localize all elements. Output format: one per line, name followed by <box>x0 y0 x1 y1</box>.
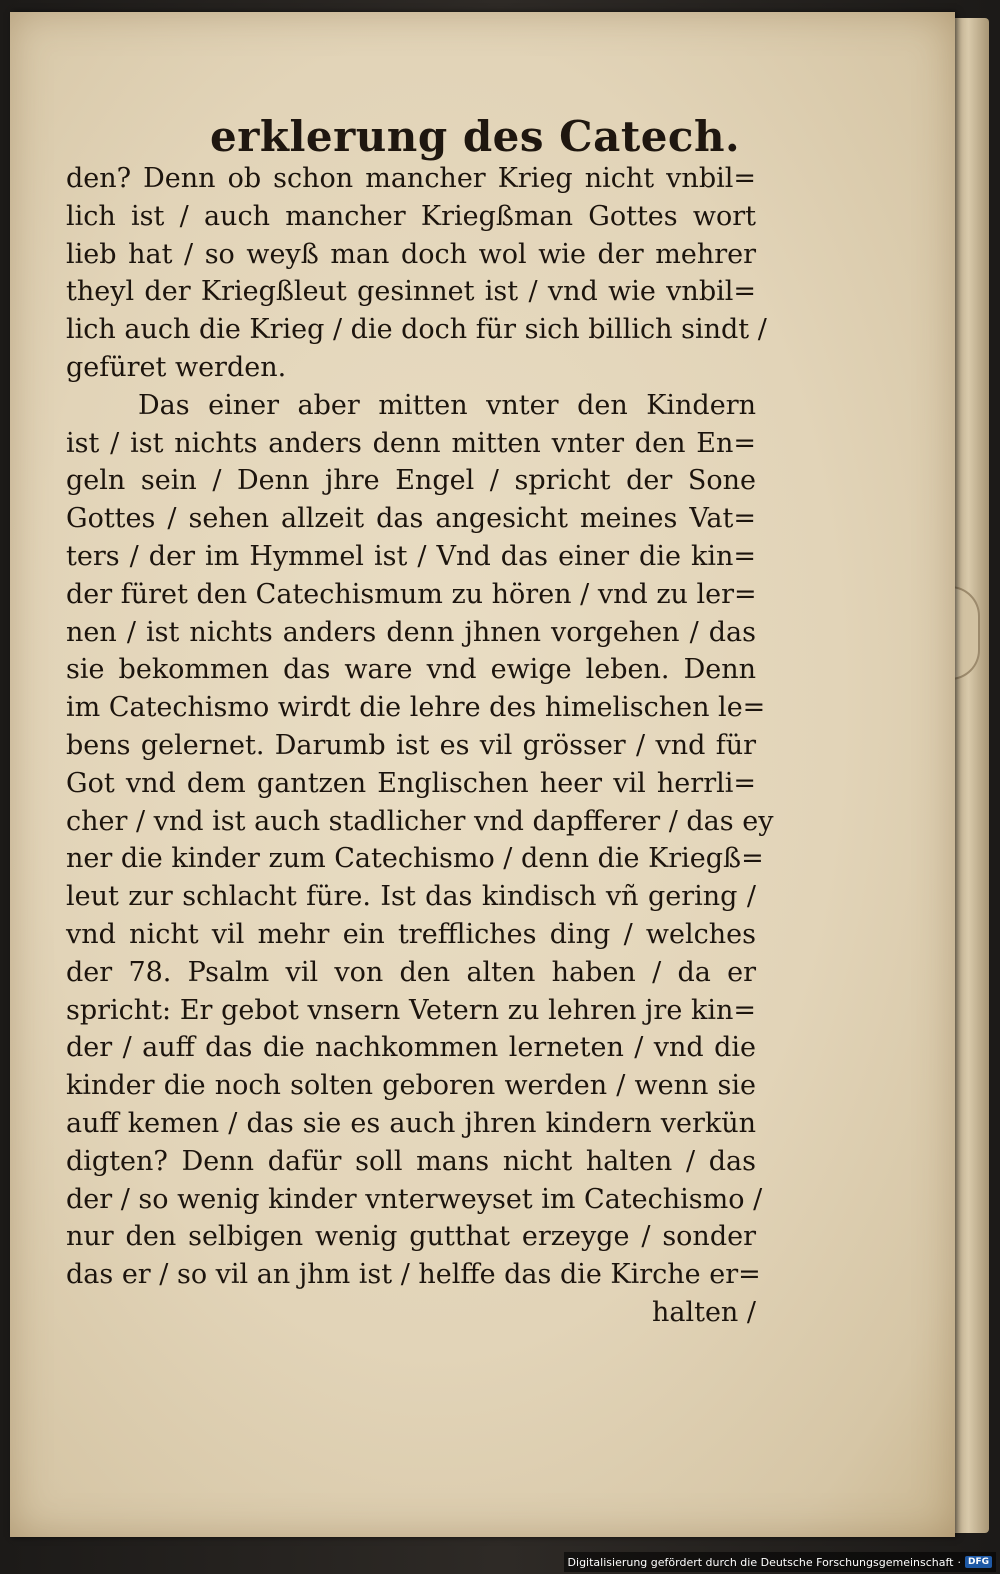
text-line: Got vnd dem gantzen Englischen heer vil herrli= <box>66 767 756 799</box>
text-line: lich ist / auch mancher Kriegßman Gottes wort <box>66 200 756 232</box>
text-line: den? Denn ob schon mancher Krieg nicht vnbil= <box>66 163 756 194</box>
text-line: cher / vnd ist auch stadlicher vnd dapfferer / das ey <box>66 805 774 837</box>
text-line: spricht: Er gebot vnsern Vetern zu lehren jre kin= <box>66 994 756 1026</box>
text-line: der 78. Psalm vil von den alten haben / da er <box>66 956 756 988</box>
text-line: im Catechismo wirdt die lehre des himelischen le= <box>66 692 766 724</box>
footer-credit: Digitalisierung gefördert durch die Deutsche Forschungsgemeinschaft · DFG <box>564 1552 996 1572</box>
text-line: vnd nicht vil mehr ein treffliches ding / welches <box>66 918 756 950</box>
text-line: leut zur schlacht füre. Ist das kindisch vñ gering / <box>66 881 756 913</box>
running-head: erklerung des Catech. <box>210 112 741 161</box>
text-line: nur den selbigen wenig gutthat erzeyge / sonder <box>66 1221 756 1253</box>
text-line: theyl der Kriegßleut gesinnet ist / vnd wie vnbil= <box>66 276 756 308</box>
page-body <box>66 160 774 1332</box>
text-line: ters / der im Hymmel ist / Vnd das einer die kin= <box>66 540 756 572</box>
text-line: ist / ist nichts anders denn mitten vnter den En= <box>66 427 756 459</box>
text-line: auff kemen / das sie es auch jhren kindern verkün <box>66 1107 756 1139</box>
text-line: gefüret werden. <box>66 351 287 383</box>
text-line: das er / so vil an jhm ist / helffe das die Kirche er= <box>66 1259 761 1291</box>
text-line: bens gelernet. Darumb ist es vil grösser / vnd für <box>66 729 756 761</box>
dfg-logo: DFG <box>965 1556 992 1568</box>
text-line: der / so wenig kinder vnterweyset im Catechismo / <box>66 1183 763 1215</box>
text-line: geln sein / Denn jhre Engel / spricht der Sone <box>66 465 756 497</box>
text-line: digten? Denn dafür soll mans nicht halten / das <box>66 1145 756 1177</box>
text-line: ner die kinder zum Catechismo / denn die Kriegß= <box>66 843 764 875</box>
text-line: kinder die noch solten geboren werden / wenn sie <box>66 1070 756 1102</box>
text-line: Gottes / sehen allzeit das angesicht meines Vat= <box>66 503 756 535</box>
text-line: Das einer aber mitten vnter den Kindern <box>138 389 756 421</box>
text-line: sie bekommen das ware vnd ewige leben. Denn <box>66 654 756 686</box>
text-line: lich auch die Krieg / die doch für sich billich sindt / <box>66 314 767 346</box>
text-line: nen / ist nichts anders denn jhnen vorgehen / das <box>66 616 756 648</box>
text-line: lieb hat / so weyß man doch wol wie der mehrer <box>66 238 756 270</box>
text-line: halten / <box>651 1296 756 1328</box>
dfg-credit-text: Digitalisierung gefördert durch die Deutsche Forschungsgemeinschaft <box>567 1555 954 1569</box>
page-edge <box>955 18 989 1533</box>
text-line: der füret den Catechismum zu hören / vnd zu ler= <box>66 578 757 610</box>
text-line: der / auff das die nachkommen lerneten / vnd die <box>66 1032 756 1064</box>
